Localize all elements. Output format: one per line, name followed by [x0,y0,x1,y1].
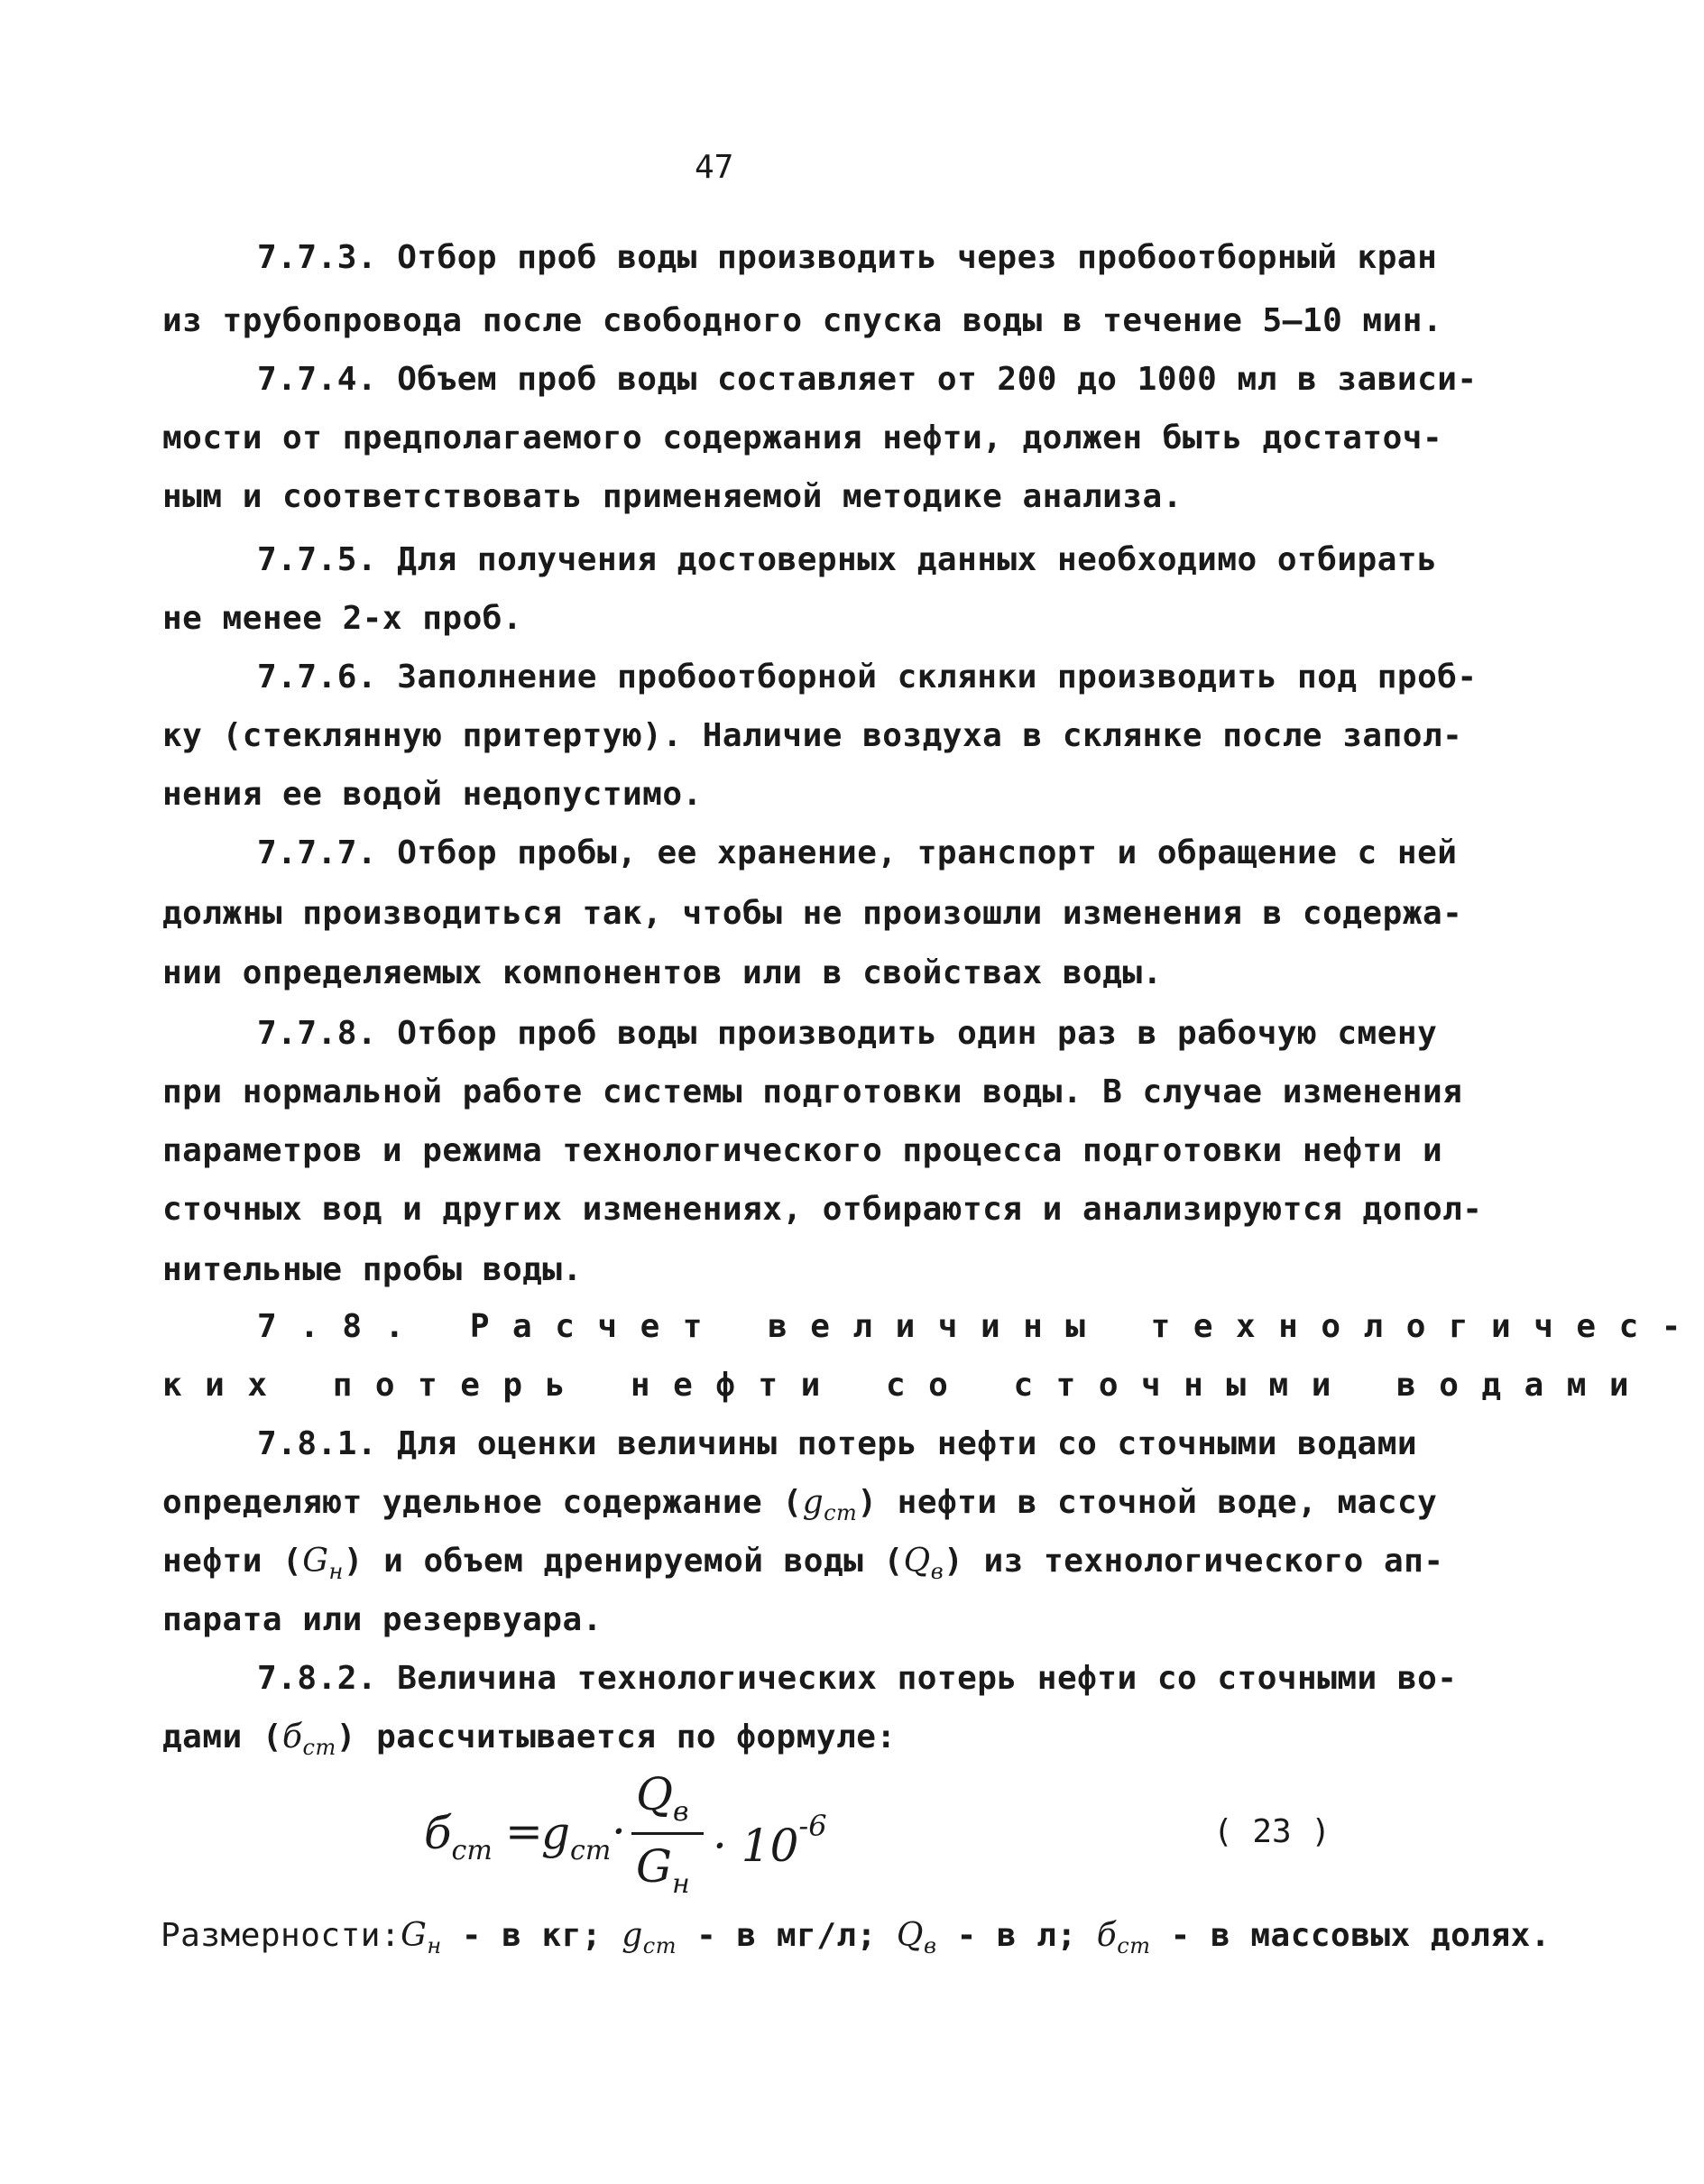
p775-line2: не менее 2-х проб. [162,600,523,637]
formula-g: $g_{ст}$ [541,1807,612,1866]
formula-denominator: $G_н$ [636,1840,690,1900]
formula-power: · $10^{-6}$ [713,1809,827,1872]
p773-line2: из трубопровода после свободного спуска воды в течение 5–10 мин. [162,302,1443,339]
formula-23 [424,1768,893,1908]
symbol-g-st: $g_{ст}$ [802,1484,858,1525]
p781-line3: нефти $(G_н)$ и объем дренируемой воды $(Q_в)$ из технологического ап- [162,1543,1444,1584]
dim-Q: $Q_в$ [896,1917,937,1958]
dim-G: $G_н$ [401,1917,442,1958]
p776-line3: нения ее водой недопустимо. [162,776,703,813]
p777-line2: должны производиться так, чтобы не произошли изменения в содержа- [162,895,1463,932]
p774-line3: ным и соответствовать применяемой методике анализа. [162,478,1183,515]
symbol-Q-v: $Q_в$ [903,1543,944,1584]
p781-line2: определяют удельное содержание $(g_{ст})$ нефти в сточной воде, массу [162,1484,1438,1525]
p781-line1: 7.8.1. Для оценки величины потерь нефти со сточными водами [257,1425,1418,1462]
p774-line1: 7.7.4. Объем проб воды составляет от 200 до 1000 мл в зависи- [257,361,1478,398]
formula-lhs: $б_{ст}$ [424,1807,493,1866]
p776-line1: 7.7.6. Заполнение пробоотборной склянки производить под проб- [257,659,1478,696]
p776-line2: ку (стеклянную притертую). Наличие воздуха в склянке после запол- [162,717,1463,754]
formula-fraction-bar [631,1832,704,1835]
p782-line2: дами $(б_{ст})$ рассчитывается по формуле: [162,1719,897,1760]
formula-number: ( 23 ) [1213,1813,1331,1850]
p778-line1: 7.7.8. Отбор проб воды производить один раз в рабочую смену [257,1015,1438,1052]
p777-line3: нии определяемых компонентов или в свойствах воды. [162,954,1163,991]
p782-line1: 7.8.2. Величина технологических потерь нефти со сточными во- [257,1660,1458,1697]
p777-line1: 7.7.7. Отбор пробы, ее хранение, транспорт и обращение с ней [257,834,1458,871]
dimensions-line: $Размерности:G_н$ - в кг; $g_{ст}$ - в мг/л; $Q_в$ - в л; $б_{ст}$ - в массовых долях. [161,1917,1551,1958]
symbol-G-n: $G_н$ [302,1543,344,1584]
formula-eq: = [505,1805,543,1857]
p775-line1: 7.7.5. Для получения достоверных данных необходимо отбирать [257,541,1438,578]
formula-dot1: · [612,1805,626,1857]
section-heading-line2: ких потерь нефти со сточными водами [162,1367,1653,1404]
p773-line1: 7.7.3. Отбор проб воды производить через пробоотборный кран [257,239,1438,276]
p778-line2: при нормальной работе системы подготовки воды. В случае изменения [162,1074,1463,1110]
dim-b: $б_{ст}$ [1096,1917,1151,1958]
page-number: 47 [695,149,734,186]
formula-numerator: $Q_в$ [636,1768,689,1828]
p778-line5: нительные пробы воды. [162,1251,583,1288]
p774-line2: мости от предполагаемого содержания нефти, должен быть достаточ- [162,419,1443,456]
dim-g: $g_{ст}$ [622,1917,677,1958]
p778-line4: сточных вод и других изменениях, отбираются и анализируются допол- [162,1191,1483,1228]
p781-line4: парата или резервуара. [162,1601,603,1638]
p778-line3: параметров и режима технологического процесса подготовки нефти и [162,1132,1443,1169]
section-heading-line1: 7.8. Расчет величины технологичес- [257,1308,1704,1345]
symbol-b-st: $б_{ст}$ [282,1719,336,1760]
